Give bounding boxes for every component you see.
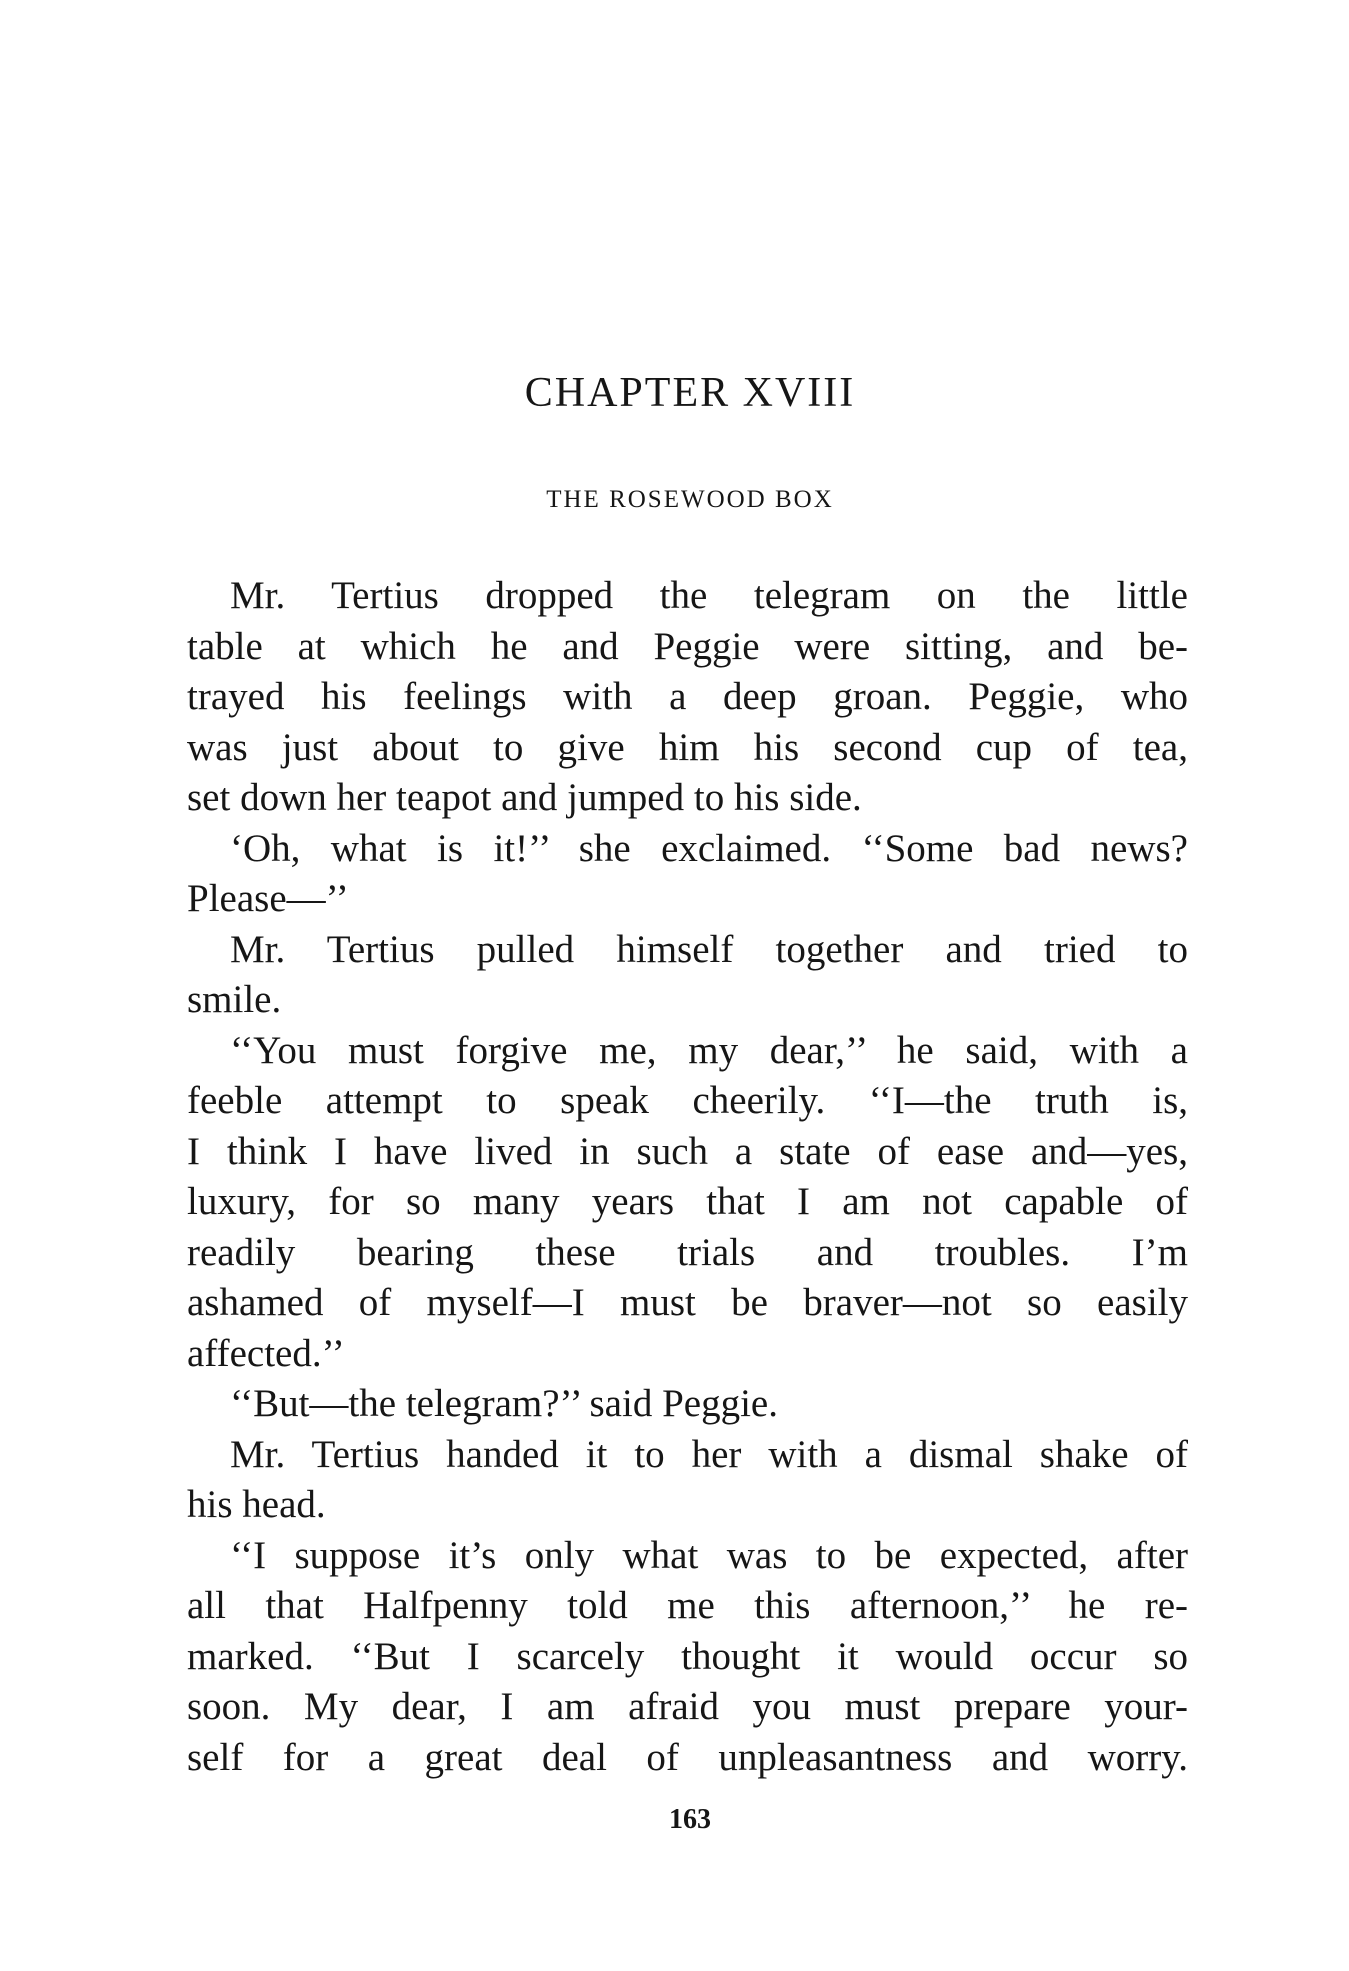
text-line: soon. My dear, I am afraid you must prepare your-	[187, 1685, 1188, 1728]
chapter-heading: CHAPTER XVIII	[524, 370, 856, 416]
page-number: 163	[669, 1804, 711, 1835]
text-line: trayed his feelings with a deep groan. Peggie, who	[187, 675, 1188, 718]
text-line: was just about to give him his second cup of tea,	[187, 725, 1188, 769]
text-line: ‘‘But—the telegram?’’ said Peggie.	[230, 1382, 778, 1425]
text-line: Please—’’	[187, 877, 349, 920]
text-line: Mr. Tertius pulled himself together and tried to	[230, 927, 1188, 971]
text-line: ‘Oh, what is it!’’ she exclaimed. ‘‘Some bad news?	[230, 826, 1188, 870]
text-line: luxury, for so many years that I am not capable of	[187, 1180, 1188, 1223]
text-line: feeble attempt to speak cheerily. ‘‘I—the truth is,	[187, 1079, 1188, 1122]
text-line: all that Halfpenny told me this afternoon,’’ he re-	[187, 1584, 1188, 1627]
text-line: table at which he and Peggie were sitting, and be-	[187, 624, 1188, 668]
body-text	[187, 571, 1188, 1783]
text-line: Mr. Tertius handed it to her with a dismal shake of	[230, 1432, 1188, 1476]
text-line: his head.	[187, 1483, 326, 1526]
text-line: Mr. Tertius dropped the telegram on the little	[230, 574, 1188, 617]
text-line: affected.’’	[187, 1331, 345, 1375]
text-line: ‘‘I suppose it’s only what was to be expected, after	[230, 1533, 1188, 1577]
text-line: readily bearing these trials and troubles. I’m	[187, 1230, 1188, 1274]
text-line: marked. ‘‘But I scarcely thought it would occur so	[187, 1634, 1188, 1678]
text-line: set down her teapot and jumped to his side.	[187, 776, 862, 819]
text-line: ashamed of myself—I must be braver—not so easily	[187, 1281, 1188, 1324]
text-line: ‘‘You must forgive me, my dear,’’ he said, with a	[230, 1028, 1188, 1072]
chapter-subtitle: THE ROSEWOOD BOX	[546, 486, 834, 513]
text-line: smile.	[187, 978, 282, 1021]
text-line: self for a great deal of unpleasantness and worry.	[187, 1735, 1188, 1779]
text-line: I think I have lived in such a state of ease and—yes,	[187, 1129, 1188, 1173]
